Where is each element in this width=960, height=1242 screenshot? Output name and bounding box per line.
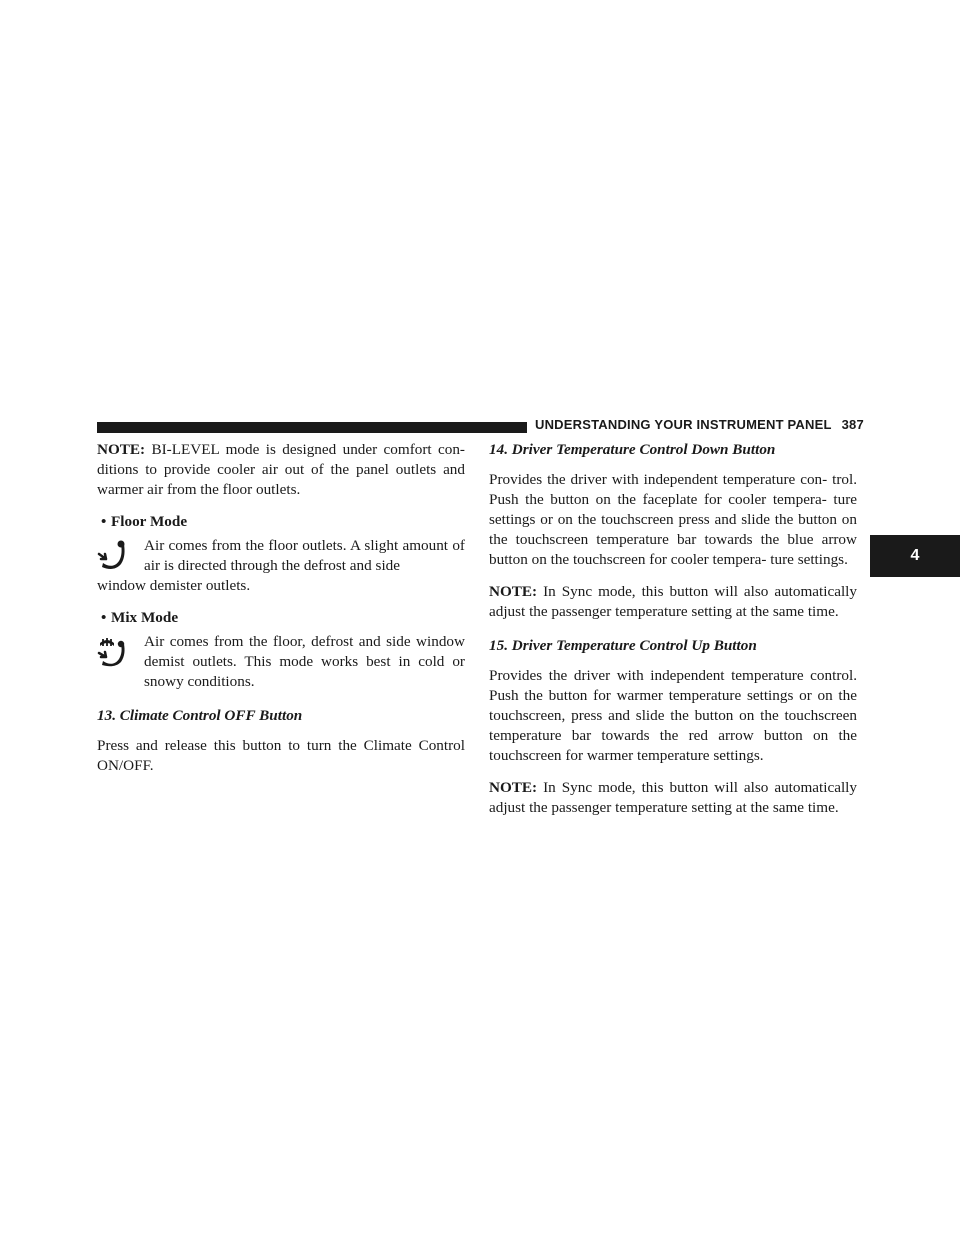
- mix-mode-text: Air comes from the floor, defrost and side window demist outlets. This mode works best in cold or snowy conditions.: [144, 633, 465, 690]
- header-bar: [97, 422, 527, 433]
- right-column: [489, 440, 857, 818]
- floor-mode-text-tail: window demister outlets.: [97, 577, 251, 594]
- floor-mode-block: [97, 536, 465, 596]
- mix-mode-icon: [97, 635, 127, 667]
- header-title: UNDERSTANDING YOUR INSTRUMENT PANEL: [535, 417, 832, 432]
- floor-mode-icon: [97, 539, 127, 571]
- chapter-tab[interactable]: 4: [870, 535, 960, 577]
- floor-mode-text: Air comes from the floor outlets. A slight amount of air is directed through the defrost and side: [144, 537, 465, 574]
- page-header: [535, 417, 864, 432]
- mix-mode-block: [97, 632, 465, 692]
- section-13-heading: 13. Climate Control OFF Button: [97, 707, 303, 724]
- section-15-heading: 15. Driver Temperature Control Up Button: [489, 637, 757, 654]
- section-15-note: NOTE: In Sync mode, this button will also automatically adjust the passenger temperature setting at the same time.: [489, 779, 857, 816]
- bilevel-note: NOTE: BI-LEVEL mode is designed under comfort con- ditions to provide cooler air out of the panel outlets and warmer air from the floor outlets.: [97, 441, 465, 498]
- section-13-text: Press and release this button to turn the Climate Control ON/OFF.: [97, 737, 465, 774]
- left-column: [97, 440, 465, 776]
- section-14-note: NOTE: In Sync mode, this button will also automatically adjust the passenger temperature setting at the same time.: [489, 583, 857, 620]
- section-14-heading: 14. Driver Temperature Control Down Button: [489, 441, 776, 458]
- section-15-text: Provides the driver with independent temperature control. Push the button for warmer temperature settings or on the touchscreen, press and slide the button on the touchscreen temperature bar towards the red arrow button on the touchscreen for warmer temperature settings.: [489, 667, 857, 764]
- floor-mode-bullet: • Floor Mode: [101, 513, 188, 530]
- page-number: 387: [841, 417, 864, 432]
- mix-mode-bullet: • Mix Mode: [101, 609, 179, 626]
- section-14-text: Provides the driver with independent temperature con- trol. Push the button on the faceplate for cooler tempera- ture settings or on the touchscreen press and slide the button on the touchscreen temperature bar towards the blue arrow button on the touchscreen for cooler tempera- ture settings.: [489, 471, 857, 568]
